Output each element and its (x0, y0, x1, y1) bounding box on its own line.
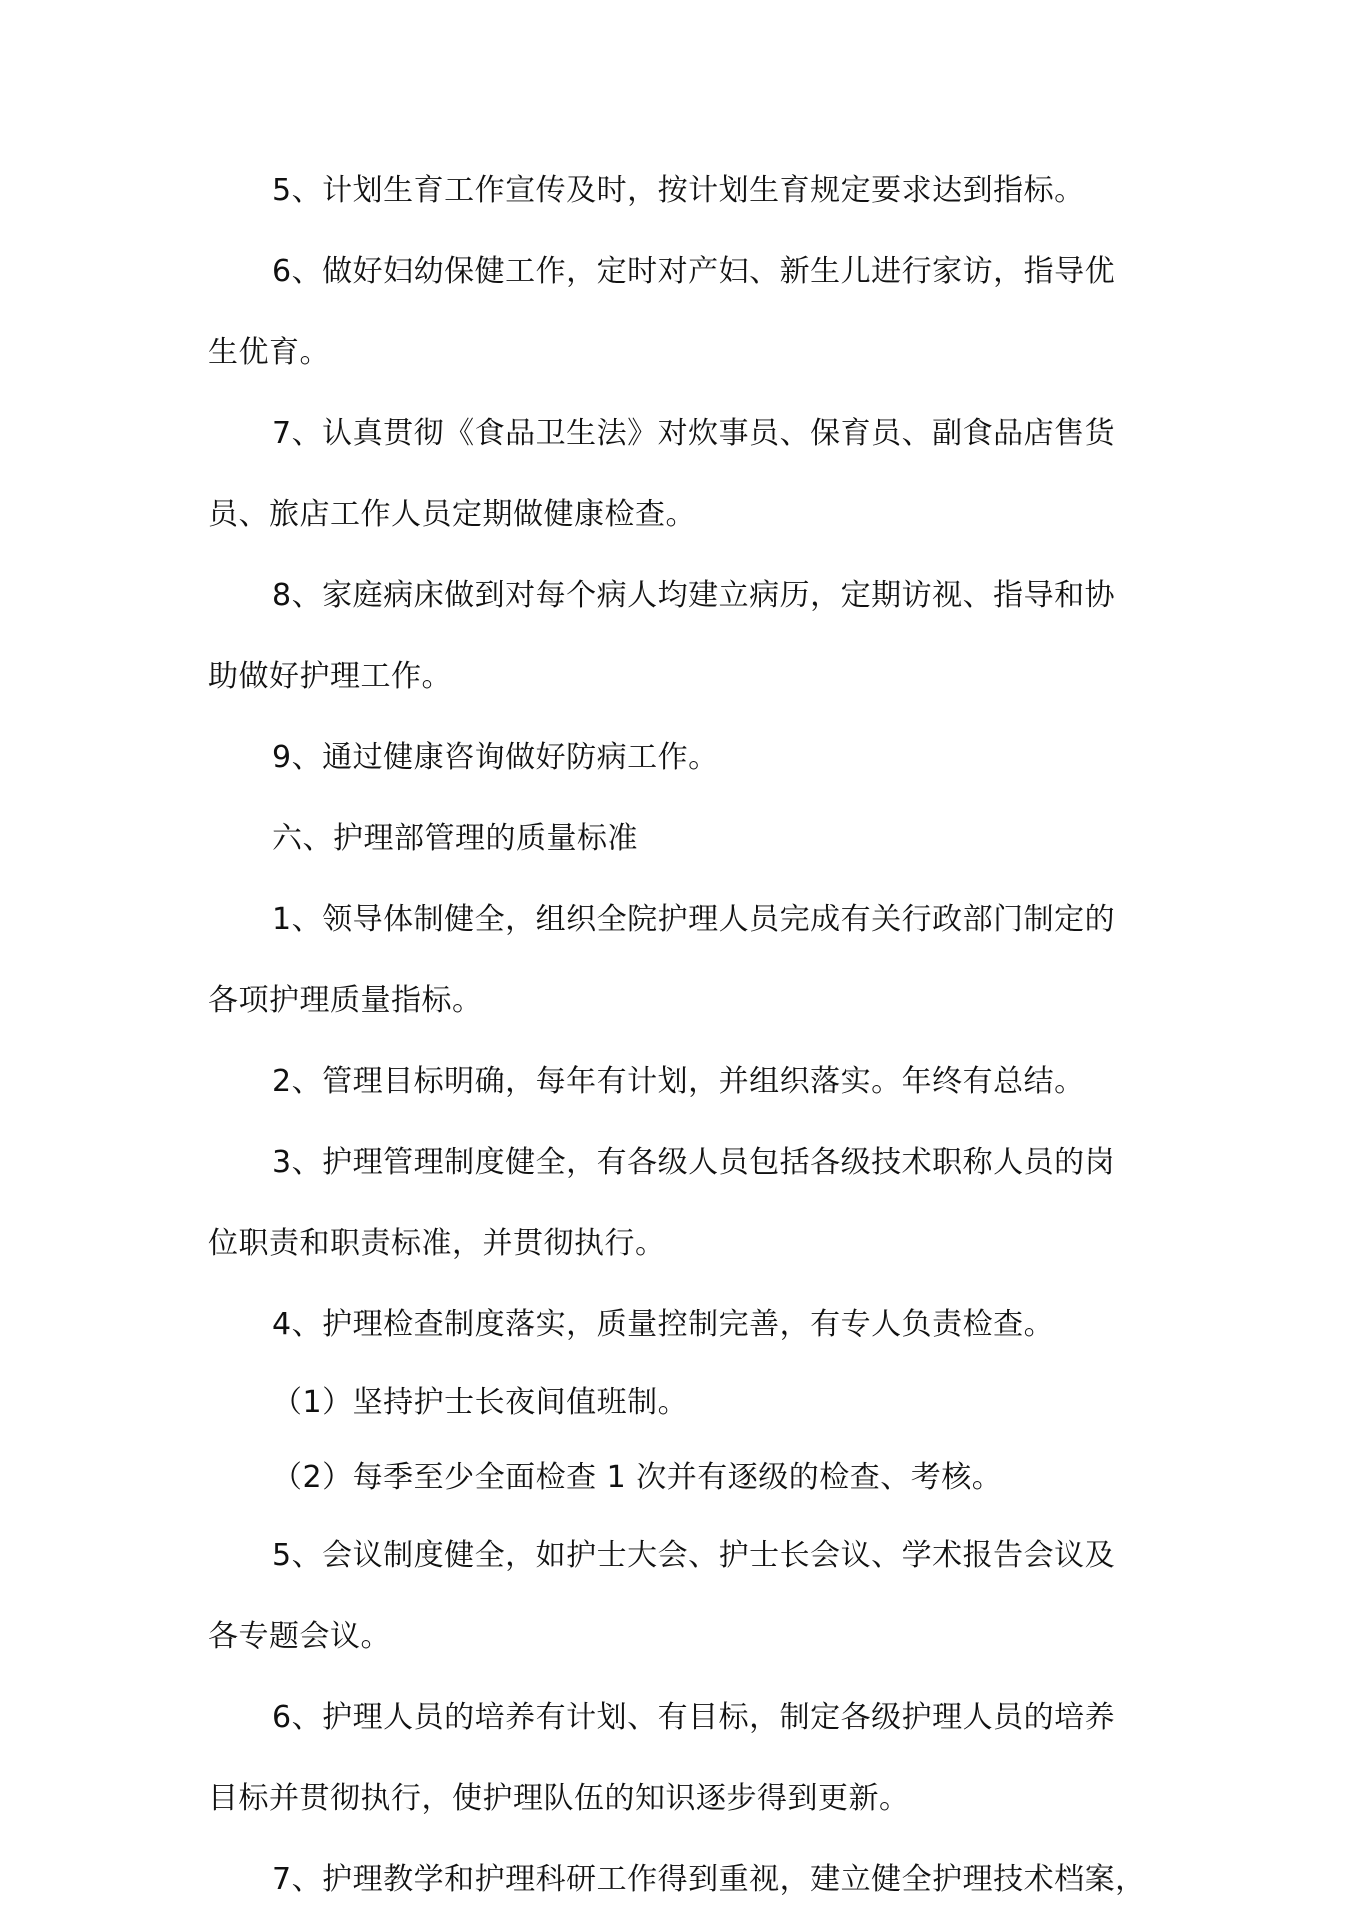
text-line: 1、领导体制健全，组织全院护理人员完成有关行政部门制定的 (272, 902, 1116, 937)
text-line: 员、旅店工作人员定期做健康检查。 (208, 497, 696, 532)
text-line: 7、认真贯彻《食品卫生法》对炊事员、保育员、副食品店售货 (272, 416, 1116, 451)
text-line: 4、护理检查制度落实，质量控制完善，有专人负责检查。 (272, 1307, 1055, 1342)
paragraph-subitem-2-quarterly-check (208, 1440, 1170, 1515)
text-line: 9、通过健康咨询做好防病工作。 (272, 740, 719, 775)
paragraph-item-7-food-hygiene (208, 393, 1170, 555)
text-line: 6、护理人员的培养有计划、有目标，制定各级护理人员的培养 (272, 1700, 1116, 1735)
text-line: 目标并贯彻执行，使护理队伍的知识逐步得到更新。 (208, 1781, 910, 1816)
paragraph-standard-2-goals (208, 1041, 1170, 1122)
text-line: 5、会议制度健全，如护士大会、护士长会议、学术报告会议及 (272, 1538, 1116, 1573)
text-line: 各项护理质量指标。 (208, 983, 483, 1018)
text-line: 3、护理管理制度健全，有各级人员包括各级技术职称人员的岗 (272, 1145, 1116, 1180)
paragraph-item-5-family-planning (208, 150, 1170, 231)
text-line: （1）坚持护士长夜间值班制。 (272, 1385, 689, 1420)
text-line: 位职责和职责标准，并贯彻执行。 (208, 1226, 666, 1261)
paragraph-subitem-1-night-shift (208, 1365, 1170, 1440)
paragraph-item-6-maternal-child-health (208, 231, 1170, 393)
text-line: 5、计划生育工作宣传及时，按计划生育规定要求达到指标。 (272, 173, 1085, 208)
text-line: 助做好护理工作。 (208, 659, 452, 694)
paragraph-standard-7-teaching-research (208, 1839, 1170, 1920)
text-line: 6、做好妇幼保健工作，定时对产妇、新生儿进行家访，指导优 (272, 254, 1116, 289)
text-line: 7、护理教学和护理科研工作得到重视，建立健全护理技术档案， (272, 1862, 1146, 1897)
text-line: 生优育。 (208, 335, 330, 370)
paragraph-standard-5-meetings (208, 1515, 1170, 1677)
text-line: 8、家庭病床做到对每个病人均建立病历，定期访视、指导和协 (272, 578, 1116, 613)
section-heading-nursing-dept-quality (208, 798, 1170, 879)
text-line: （2）每季至少全面检查 1 次并有逐级的检查、考核。 (272, 1460, 1003, 1495)
paragraph-item-8-home-sickbed (208, 555, 1170, 717)
paragraph-standard-3-rules (208, 1122, 1170, 1284)
document-body (208, 150, 1170, 1920)
text-line: 2、管理目标明确，每年有计划，并组织落实。年终有总结。 (272, 1064, 1085, 1099)
section-heading-text: 六、护理部管理的质量标准 (272, 821, 638, 856)
paragraph-standard-6-training (208, 1677, 1170, 1839)
paragraph-standard-1-leadership (208, 879, 1170, 1041)
paragraph-standard-4-inspection (208, 1284, 1170, 1365)
text-line: 各专题会议。 (208, 1619, 391, 1654)
paragraph-item-9-health-consult (208, 717, 1170, 798)
